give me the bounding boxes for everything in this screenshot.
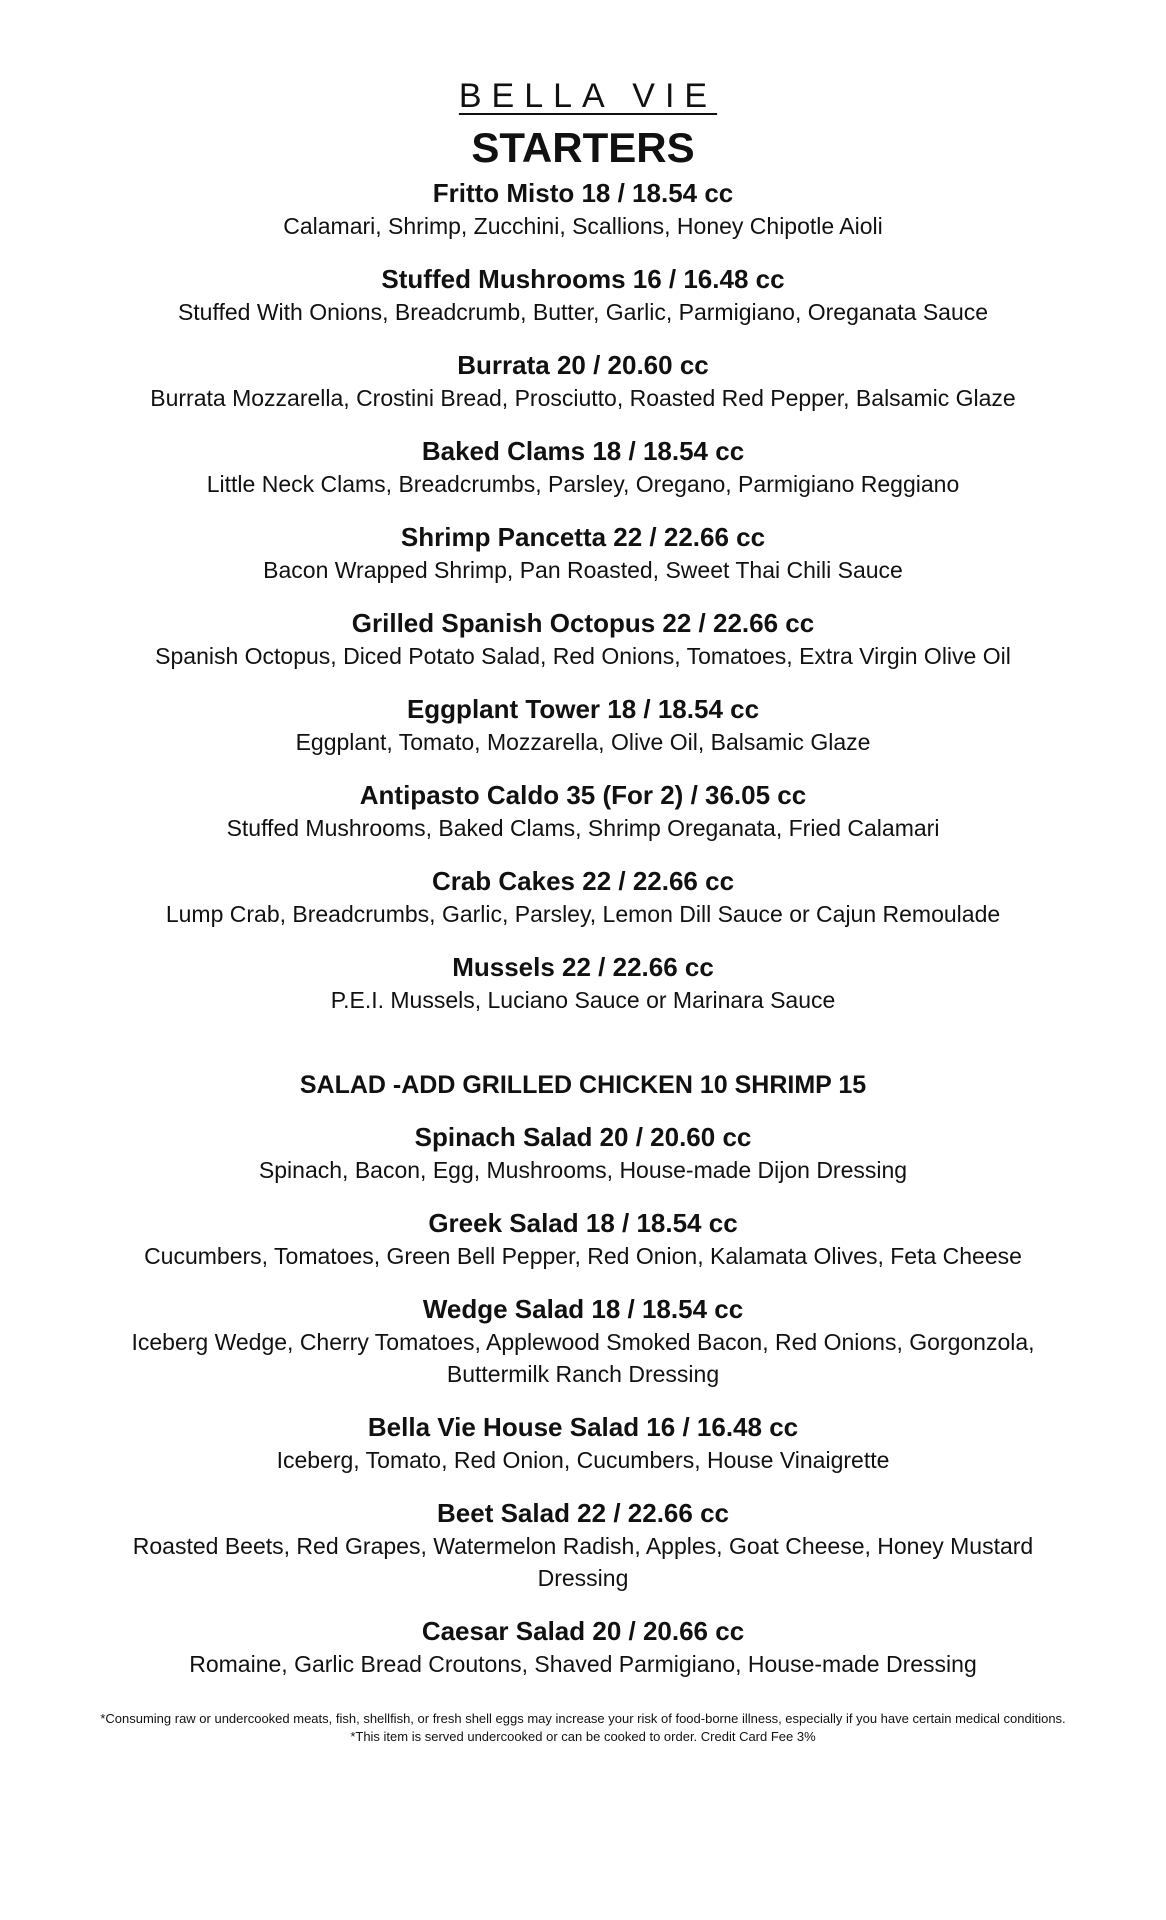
item-title: Greek Salad 18 / 18.54 cc <box>428 1208 738 1238</box>
salads-list <box>0 1120 1166 1680</box>
item-title: Fritto Misto 18 / 18.54 cc <box>432 178 734 208</box>
item-title: Spinach Salad 20 / 20.60 cc <box>414 1122 752 1152</box>
starters-list <box>0 176 1166 1016</box>
menu-item <box>0 950 1166 1016</box>
item-title: Shrimp Pancetta 22 / 22.66 cc <box>400 522 766 552</box>
menu-item <box>0 434 1166 500</box>
menu-item <box>0 348 1166 414</box>
menu-item <box>0 778 1166 844</box>
menu-item <box>0 606 1166 672</box>
item-description: Bacon Wrapped Shrimp, Pan Roasted, Sweet Thai Chili Sauce <box>263 557 903 583</box>
item-title: Beet Salad 22 / 22.66 cc <box>437 1498 729 1528</box>
item-description: Calamari, Shrimp, Zucchini, Scallions, Honey Chipotle Aioli <box>283 213 883 239</box>
restaurant-name: BELLA VIE <box>458 77 718 115</box>
item-description: Cucumbers, Tomatoes, Green Bell Pepper, Red Onion, Kalamata Olives, Feta Cheese <box>144 1243 1022 1269</box>
item-title: Caesar Salad 20 / 20.66 cc <box>421 1616 745 1646</box>
footnote: *Consuming raw or undercooked meats, fish, shellfish, or fresh shell eggs may increase your risk of food-borne illness, especially if you have certain medical conditions. *This item is served undercooked or can be cooked to order. Credit Card Fee 3% <box>100 1711 1066 1744</box>
menu-item <box>0 1292 1166 1390</box>
item-title: Baked Clams 18 / 18.54 cc <box>421 436 745 466</box>
item-description: P.E.I. Mussels, Luciano Sauce or Marinara Sauce <box>330 987 836 1013</box>
item-title: Antipasto Caldo 35 (For 2) / 36.05 cc <box>359 780 807 810</box>
item-title: Mussels 22 / 22.66 cc <box>452 952 714 982</box>
item-description: Spanish Octopus, Diced Potato Salad, Red Onions, Tomatoes, Extra Virgin Olive Oil <box>155 643 1011 669</box>
item-description: Stuffed With Onions, Breadcrumb, Butter, Garlic, Parmigiano, Oreganata Sauce <box>177 299 989 325</box>
menu-item <box>0 1410 1166 1476</box>
menu-item <box>0 1614 1166 1680</box>
menu-item <box>0 262 1166 328</box>
item-title: Burrata 20 / 20.60 cc <box>457 350 709 380</box>
item-description: Iceberg Wedge, Cherry Tomatoes, Applewood Smoked Bacon, Red Onions, Gorgonzola, Buttermilk Ranch Dressing <box>131 1329 1035 1387</box>
item-description: Burrata Mozzarella, Crostini Bread, Prosciutto, Roasted Red Pepper, Balsamic Glaze <box>150 385 1016 411</box>
item-description: Spinach, Bacon, Egg, Mushrooms, House-made Dijon Dressing <box>258 1157 908 1183</box>
item-description: Eggplant, Tomato, Mozzarella, Olive Oil, Balsamic Glaze <box>295 729 871 755</box>
starters-title: STARTERS <box>471 124 695 171</box>
menu-item <box>0 520 1166 586</box>
item-title: Stuffed Mushrooms 16 / 16.48 cc <box>381 264 785 294</box>
item-title: Wedge Salad 18 / 18.54 cc <box>422 1294 744 1324</box>
item-description: Stuffed Mushrooms, Baked Clams, Shrimp Oreganata, Fried Calamari <box>226 815 940 841</box>
menu-item <box>0 692 1166 758</box>
item-description: Little Neck Clams, Breadcrumbs, Parsley, Oregano, Parmigiano Reggiano <box>206 471 960 497</box>
item-description: Lump Crab, Breadcrumbs, Garlic, Parsley, Lemon Dill Sauce or Cajun Remoulade <box>165 901 1001 927</box>
salad-section-title: SALAD -ADD GRILLED CHICKEN 10 SHRIMP 15 <box>299 1071 867 1099</box>
item-description: Roasted Beets, Red Grapes, Watermelon Radish, Apples, Goat Cheese, Honey Mustard Dressing <box>132 1533 1034 1591</box>
item-description: Romaine, Garlic Bread Croutons, Shaved Parmigiano, House-made Dressing <box>189 1651 977 1677</box>
item-title: Bella Vie House Salad 16 / 16.48 cc <box>367 1412 799 1442</box>
menu-item <box>0 1496 1166 1594</box>
menu-item <box>0 1120 1166 1186</box>
item-description: Iceberg, Tomato, Red Onion, Cucumbers, House Vinaigrette <box>276 1447 890 1473</box>
item-title: Grilled Spanish Octopus 22 / 22.66 cc <box>351 608 815 638</box>
item-title: Crab Cakes 22 / 22.66 cc <box>431 866 735 896</box>
menu-item <box>0 864 1166 930</box>
item-title: Eggplant Tower 18 / 18.54 cc <box>406 694 760 724</box>
menu-item <box>0 1206 1166 1272</box>
menu-item <box>0 176 1166 242</box>
